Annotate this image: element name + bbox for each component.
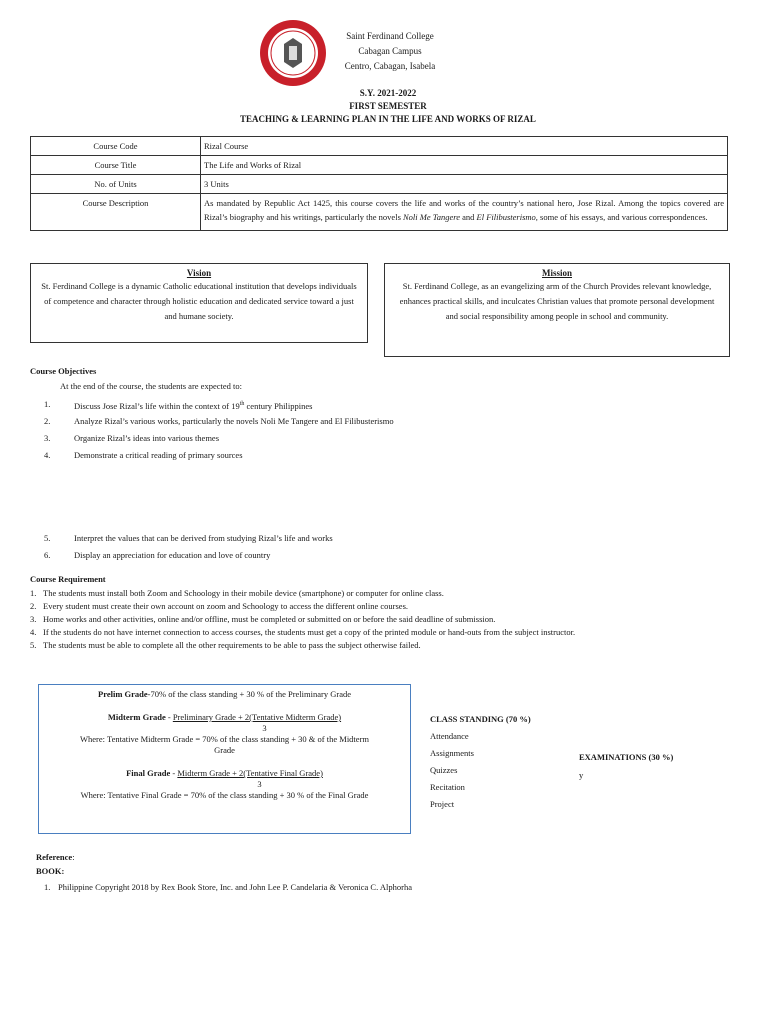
list-item: Quizzes (430, 765, 458, 775)
requirement-text: Every student must create their own account on zoom and Schoology to access the different online courses. (43, 601, 408, 611)
midterm-grade-line (39, 712, 410, 723)
table-row (31, 194, 728, 231)
requirement-number: 4. (30, 627, 37, 637)
school-name: Saint Ferdinand College (346, 31, 434, 41)
objective-number: 4. (44, 450, 51, 460)
requirement-number: 5. (30, 640, 37, 650)
mission-title: Mission (541, 268, 572, 278)
plan-title: TEACHING & LEARNING PLAN IN THE LIFE AND WORKS OF RIZAL (240, 114, 536, 124)
grading-box (38, 684, 411, 834)
requirement-text: If the students do not have internet connection to access courses, the students must get a copy of the printed module or hand-outs from the subject instructor. (43, 627, 576, 637)
objective-sup: th (239, 401, 245, 407)
table-row (31, 137, 728, 156)
examinations-item: y (579, 770, 584, 780)
school-year: S.Y. 2021-2022 (359, 88, 417, 98)
final-sep: - (170, 768, 178, 778)
course-title-label: Course Title (31, 156, 201, 175)
list-item (30, 639, 730, 652)
novel-noli: Noli Me Tangere (403, 212, 460, 222)
list-item (30, 600, 730, 613)
units-value: 3 Units (201, 175, 728, 194)
final-where: Where: Tentative Final Grade = 70% of the class standing + 30 % of the Final Grade (80, 790, 369, 800)
objective-number: 6. (44, 550, 51, 560)
objective-text: Demonstrate a critical reading of primary sources (74, 450, 243, 460)
objective-number: 1. (44, 399, 51, 409)
objective-text-b: century Philippines (244, 400, 313, 411)
document-titles (0, 87, 768, 126)
requirements-title: Course Requirement (30, 574, 106, 584)
reference-number: 1. (44, 882, 51, 892)
list-item (44, 532, 724, 544)
school-header (300, 29, 480, 74)
list-item: Recitation (430, 782, 465, 792)
list-item (44, 415, 724, 427)
objective-number: 5. (44, 533, 51, 543)
midterm-where-cont: Grade (214, 745, 235, 755)
reference-colon: : (72, 852, 75, 862)
midterm-where: Where: Tentative Midterm Grade = 70% of the class standing + 30 & of the Midterm (79, 734, 370, 744)
reference-heading (36, 852, 75, 863)
mission-text: St. Ferdinand College, as an evangelizing arm of the Church Provides relevant knowledge, enhances practical skills, and inculcates Christian values that promote personal development and social responsibility among people in school and community. (399, 281, 715, 321)
prelim-label: Prelim Grade (98, 689, 148, 699)
school-address: Centro, Cabagan, Isabela (344, 61, 436, 71)
course-title-value: The Life and Works of Rizal (201, 156, 728, 175)
school-campus: Cabagan Campus (358, 46, 422, 56)
list-item (44, 549, 724, 561)
list-item (30, 626, 730, 639)
list-item (44, 432, 724, 444)
list-item (30, 587, 730, 600)
list-item (44, 449, 724, 461)
reference-text: Philippine Copyright 2018 by Rex Book Store, Inc. and John Lee P. Candelaria & Veronica C. Alphorha (58, 882, 412, 892)
requirement-number: 3. (30, 614, 37, 624)
list-item: Attendance (430, 731, 469, 741)
course-info-table (30, 136, 728, 231)
objectives-title: Course Objectives (30, 366, 97, 376)
requirements-list (30, 587, 730, 652)
objective-text: Organize Rizal’s ideas into various themes (74, 433, 220, 443)
objective-number: 2. (44, 416, 51, 426)
final-grade-line (39, 768, 410, 779)
vision-title: Vision (186, 268, 212, 278)
vision-box (30, 263, 368, 343)
class-standing-title: CLASS STANDING (70 %) (430, 714, 531, 724)
reference-title: Reference (36, 852, 73, 862)
novel-fili: El Filibusterismo (476, 212, 536, 222)
final-divisor: 3 (257, 779, 262, 789)
list-item (44, 881, 724, 893)
objective-text: Analyze Rizal’s various works, particularly the novels Noli Me Tangere and El Filibusterismo (74, 416, 394, 426)
class-standing-list (430, 728, 474, 813)
book-label: BOOK: (36, 866, 65, 876)
objective-text (74, 398, 312, 412)
course-code-label: Course Code (31, 137, 201, 156)
requirement-text: The students must install both Zoom and Schoology in their mobile device (smartphone) or computer for online class. (43, 588, 444, 598)
objective-text: Display an appreciation for education and love of country (74, 550, 271, 560)
vision-text: St. Ferdinand College is a dynamic Catholic educational institution that develops individuals of competence and character through holistic education and dedicated service toward a just and humane society. (41, 281, 357, 321)
course-code-value: Rizal Course (201, 137, 728, 156)
mission-box (384, 263, 730, 357)
description-text-b: , some of his essays, and various correspondences. (535, 212, 708, 222)
list-item (44, 398, 724, 410)
requirement-number: 1. (30, 588, 37, 598)
objective-text: Interpret the values that can be derived from studying Rizal’s life and works (74, 533, 333, 543)
midterm-divisor: 3 (262, 723, 267, 733)
table-row (31, 156, 728, 175)
midterm-sep: - (165, 712, 173, 722)
description-label: Course Description (31, 194, 201, 231)
requirement-text: Home works and other activities, online and/or offline, must be completed or submitted on or before the said deadline of submission. (43, 614, 496, 624)
list-item: Project (430, 799, 455, 809)
final-label: Final Grade (126, 768, 171, 778)
table-row (31, 175, 728, 194)
semester: FIRST SEMESTER (349, 101, 427, 111)
description-text-a: As mandated by Republic Act 1425, this course covers the life and works of the country’s national hero, Jose Rizal. Among the topics covered are Rizal’s biography and his writings, particularly the novels (204, 198, 724, 222)
list-item: Assignments (430, 748, 474, 758)
midterm-label: Midterm Grade (107, 712, 166, 722)
prelim-formula: -70% of the class standing + 30 % of the Preliminary Grade (147, 689, 351, 699)
examinations-title: EXAMINATIONS (30 %) (579, 752, 674, 762)
units-label: No. of Units (31, 175, 201, 194)
objective-number: 3. (44, 433, 51, 443)
midterm-formula: Preliminary Grade + 2(Tentative Midterm Grade) (172, 712, 342, 722)
requirement-text: The students must be able to complete all the other requirements to be able to pass the subject otherwise failed. (43, 640, 421, 650)
list-item (30, 613, 730, 626)
description-value (201, 194, 728, 231)
requirement-number: 2. (30, 601, 37, 611)
objectives-intro: At the end of the course, the students are expected to: (60, 381, 242, 391)
description-and: and (460, 212, 477, 222)
objective-text-a: Discuss Jose Rizal’s life within the context of 19 (74, 400, 240, 411)
prelim-grade-line (39, 689, 410, 700)
final-formula: Midterm Grade + 2(Tentative Final Grade) (177, 768, 323, 778)
